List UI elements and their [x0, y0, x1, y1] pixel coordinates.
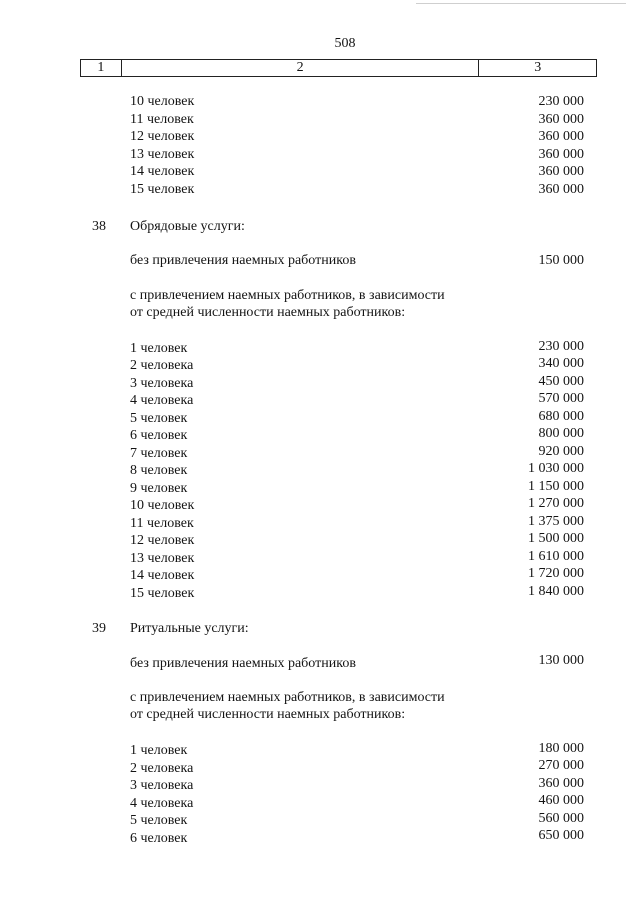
column-header-2: 2 [121, 60, 479, 77]
no-workers-value: 150 000 [538, 253, 584, 268]
no-workers-label: без привлечения наемных работников [130, 656, 356, 671]
table-row-value: 1 610 000 [528, 549, 584, 564]
table-row-label: 11 человек [130, 112, 194, 127]
table-row-value: 450 000 [538, 374, 584, 389]
no-workers-label: без привлечения наемных работников [130, 253, 356, 268]
page-number: 508 [334, 36, 356, 51]
table-row-label: 12 человек [130, 129, 195, 144]
column-header-row [81, 60, 597, 77]
table-row-value: 1 375 000 [528, 514, 584, 529]
table-row-value: 650 000 [538, 828, 584, 843]
table-row-value: 1 150 000 [528, 479, 584, 494]
table-row-label: 11 человек [130, 516, 194, 531]
table-row-label: 5 человек [130, 813, 188, 828]
section-title: Обрядовые услуги: [130, 219, 245, 234]
section-title: Ритуальные услуги: [130, 621, 249, 636]
table-row-label: 4 человека [130, 393, 194, 408]
table-row-value: 340 000 [538, 356, 584, 371]
with-workers-text-line1: с привлечением наемных работников, в зависимости [130, 288, 445, 303]
section-number: 39 [92, 621, 106, 636]
table-row-label: 2 человека [130, 358, 194, 373]
no-workers-value: 130 000 [538, 653, 584, 668]
table-row-value: 360 000 [538, 164, 584, 179]
table-row-value: 680 000 [538, 409, 584, 424]
table-row-label: 3 человека [130, 778, 194, 793]
table-row-label: 10 человек [130, 498, 195, 513]
table-row-value: 1 030 000 [528, 461, 584, 476]
table-row-value: 1 500 000 [528, 531, 584, 546]
table-row-value: 460 000 [538, 793, 584, 808]
table-row-value: 1 270 000 [528, 496, 584, 511]
table-row-value: 230 000 [538, 339, 584, 354]
table-row-value: 1 720 000 [528, 566, 584, 581]
table-row-value: 560 000 [538, 811, 584, 826]
section-number: 38 [92, 219, 106, 234]
table-row-value: 360 000 [538, 147, 584, 162]
table-row-value: 230 000 [538, 94, 584, 109]
table-row-label: 2 человека [130, 761, 194, 776]
table-row-label: 14 человек [130, 568, 195, 583]
table-row-label: 1 человек [130, 341, 188, 356]
table-row-value: 920 000 [538, 444, 584, 459]
table-row-label: 9 человек [130, 481, 188, 496]
table-row-value: 180 000 [538, 741, 584, 756]
scan-artifact-line [416, 3, 626, 4]
table-row-label: 13 человек [130, 147, 195, 162]
table-row-value: 360 000 [538, 776, 584, 791]
table-row-value: 800 000 [538, 426, 584, 441]
table-row-value: 270 000 [538, 758, 584, 773]
table-row-label: 5 человек [130, 411, 188, 426]
table-row-label: 7 человек [130, 446, 188, 461]
table-row-label: 15 человек [130, 586, 195, 601]
table-row-label: 14 человек [130, 164, 195, 179]
table-row-label: 6 человек [130, 831, 188, 846]
table-row-label: 1 человек [130, 743, 188, 758]
column-header-3: 3 [479, 60, 597, 77]
table-row-value: 360 000 [538, 182, 584, 197]
table-row-value: 1 840 000 [528, 584, 584, 599]
table-row-label: 8 человек [130, 463, 188, 478]
table-row-label: 15 человек [130, 182, 195, 197]
table-row-label: 4 человека [130, 796, 194, 811]
with-workers-text-line2: от средней численности наемных работников: [130, 707, 406, 722]
with-workers-text-line1: с привлечением наемных работников, в зависимости [130, 690, 445, 705]
table-row-label: 13 человек [130, 551, 195, 566]
table-row-value: 570 000 [538, 391, 584, 406]
table-row-label: 6 человек [130, 428, 188, 443]
column-header-1: 1 [81, 60, 122, 77]
with-workers-text-line2: от средней численности наемных работников: [130, 305, 406, 320]
table-row-value: 360 000 [538, 112, 584, 127]
table-row-label: 10 человек [130, 94, 195, 109]
table-row-label: 12 человек [130, 533, 195, 548]
column-header-table [80, 59, 597, 77]
table-row-label: 3 человека [130, 376, 194, 391]
table-row-value: 360 000 [538, 129, 584, 144]
